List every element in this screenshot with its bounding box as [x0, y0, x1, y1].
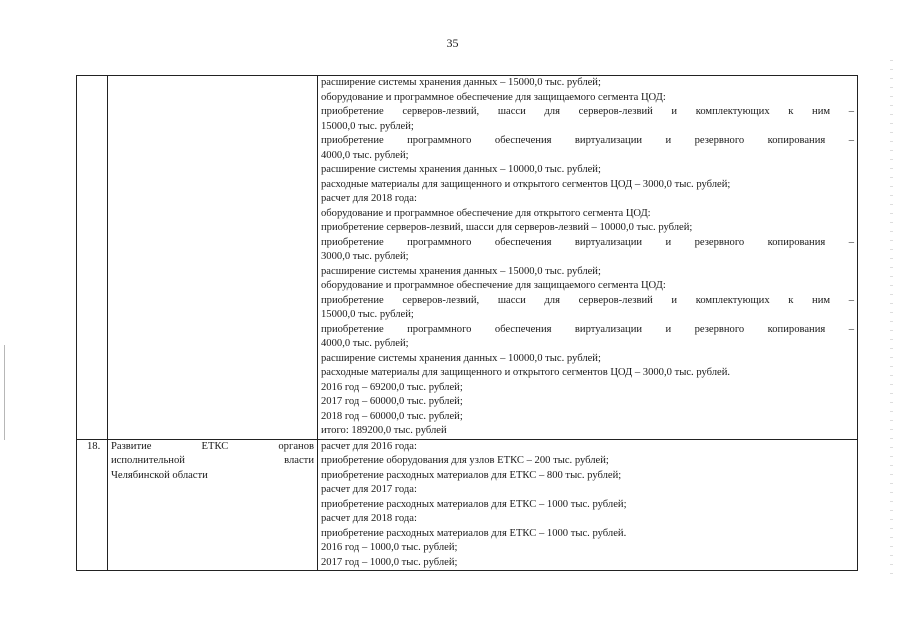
- description-line: оборудование и программное обеспечение для защищаемого сегмента ЦОД:: [321, 280, 666, 291]
- row-number-cell: 18.: [77, 439, 108, 571]
- item-name-line: Челябинской области: [111, 469, 208, 481]
- table-row: [77, 439, 858, 571]
- description-line: 2018 год – 60000,0 тыс. рублей;: [321, 410, 463, 422]
- description-line: 2016 год – 1000,0 тыс. рублей;: [321, 542, 458, 553]
- description-line: 15000,0 тыс. рублей;: [321, 120, 414, 132]
- row-number-cell: [77, 76, 108, 440]
- item-name-line: Развитие ЕТКС органов: [111, 440, 314, 452]
- row-name-cell: [108, 439, 318, 571]
- description-line: 3000,0 тыс. рублей;: [321, 251, 409, 262]
- description-line: оборудование и программное обеспечение для защищаемого сегмента ЦОД:: [321, 91, 666, 103]
- description-line: приобретение серверов-лезвий, шасси для серверов-лезвий и комплектующих к ним –: [321, 294, 854, 306]
- description-line: 2016 год – 69200,0 тыс. рублей;: [321, 381, 463, 393]
- description-line: расширение системы хранения данных – 15000,0 тыс. рублей;: [321, 77, 601, 88]
- description-line: расчет для 2018 года:: [321, 193, 417, 204]
- table-row: [77, 76, 858, 440]
- description-line: 4000,0 тыс. рублей;: [321, 149, 409, 161]
- description-line: итого: 189200,0 тыс. рублей: [321, 425, 447, 436]
- scan-artifact: [890, 60, 893, 580]
- row-description-cell: [318, 76, 858, 440]
- scan-artifact: [4, 345, 5, 440]
- description-line: расчет для 2018 года:: [321, 513, 417, 524]
- description-line: расширение системы хранения данных – 15000,0 тыс. рублей;: [321, 265, 601, 277]
- description-line: приобретение расходных материалов для ЕТКС – 1000 тыс. рублей.: [321, 527, 627, 539]
- item-name-line: исполнительной власти: [111, 455, 314, 466]
- description-line: расчет для 2017 года:: [321, 484, 417, 495]
- description-line: приобретение расходных материалов для ЕТКС – 800 тыс. рублей;: [321, 469, 622, 481]
- description-line: приобретение расходных материалов для ЕТКС – 1000 тыс. рублей;: [321, 498, 627, 510]
- description-line: расходные материалы для защищенного и открытого сегментов ЦОД – 3000,0 тыс. рублей;: [321, 178, 731, 190]
- row-description-cell: [318, 439, 858, 571]
- description-line: приобретение программного обеспечения виртуализации и резервного копирования –: [321, 323, 854, 335]
- description-line: 2017 год – 1000,0 тыс. рублей;: [321, 556, 458, 568]
- description-line: 15000,0 тыс. рублей;: [321, 309, 414, 320]
- description-line: расходные материалы для защищенного и открытого сегментов ЦОД – 3000,0 тыс. рублей.: [321, 367, 731, 378]
- description-line: приобретение программного обеспечения виртуализации и резервного копирования –: [321, 236, 854, 248]
- row-name-cell: [108, 76, 318, 440]
- description-line: приобретение программного обеспечения виртуализации и резервного копирования –: [321, 135, 854, 146]
- program-table: [76, 75, 858, 571]
- description-line: приобретение серверов-лезвий, шасси для серверов-лезвий – 10000,0 тыс. рублей;: [321, 222, 693, 233]
- description-line: расчет для 2016 года:: [321, 440, 417, 452]
- description-line: приобретение оборудования для узлов ЕТКС – 200 тыс. рублей;: [321, 455, 609, 466]
- page-number: 35: [446, 36, 459, 50]
- description-line: 4000,0 тыс. рублей;: [321, 338, 409, 349]
- description-line: приобретение серверов-лезвий, шасси для серверов-лезвий и комплектующих к ним –: [321, 106, 854, 117]
- description-line: 2017 год – 60000,0 тыс. рублей;: [321, 396, 463, 407]
- description-line: оборудование и программное обеспечение для открытого сегмента ЦОД:: [321, 207, 651, 219]
- description-line: расширение системы хранения данных – 10000,0 тыс. рублей;: [321, 164, 601, 175]
- description-line: расширение системы хранения данных – 10000,0 тыс. рублей;: [321, 352, 601, 364]
